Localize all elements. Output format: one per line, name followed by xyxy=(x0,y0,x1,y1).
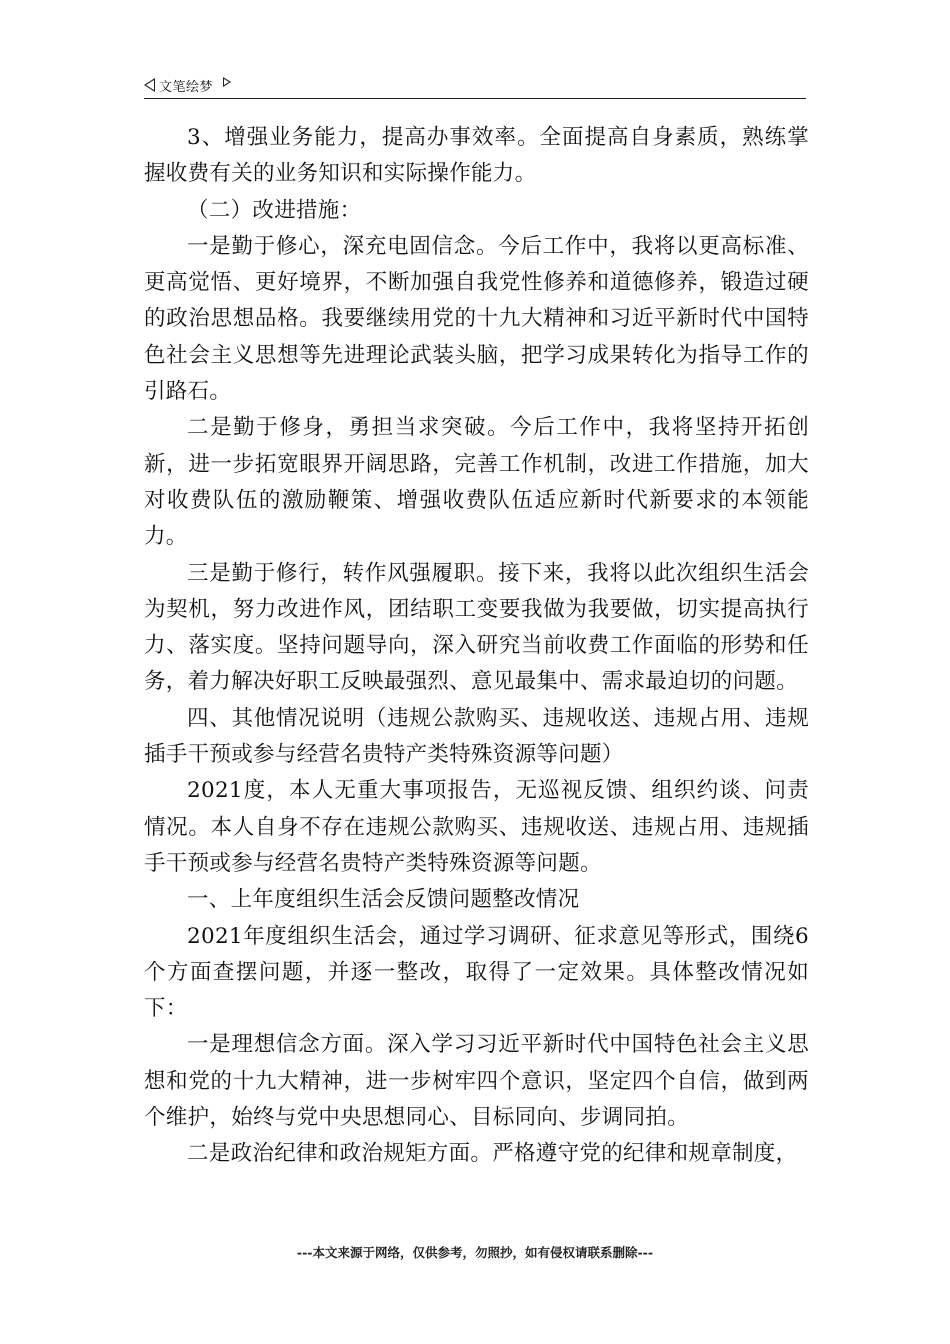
section-heading: 一、上年度组织生活会反馈问题整改情况 xyxy=(187,887,580,913)
document-body xyxy=(144,120,809,1173)
page-header xyxy=(144,74,806,99)
paragraph: 一是勤于修心，深充电固信念。今后工作中，我将以更高标准、更高觉悟、更好境界，不断加强自我党性修养和道德修养，锻造过硬的政治思想品格。我要继续用党的十九大精神和习近平新时代中国特色社会主义思想等先进理论武装头脑，把学习成果转化为指导工作的引路石。 xyxy=(144,233,809,405)
footer-disclaimer: ---本文来源于网络，仅供参考，勿照抄，如有侵权请联系删除--- xyxy=(296,1245,654,1260)
triangle-left-icon xyxy=(144,78,155,92)
paragraph: 2021度，本人无重大事项报告，无巡视反馈、组织约谈、问责情况。本人自身不存在违规公款购买、违规收送、违规占用、违规插手干预或参与经营名贵特产类特殊资源等问题。 xyxy=(144,778,809,876)
paragraph: 二是勤于修身，勇担当求突破。今后工作中，我将坚持开拓创新，进一步拓宽眼界开阔思路，完善工作机制，改进工作措施，加大对收费队伍的激励鞭策、增强收费队伍适应新时代新要求的本领能力。 xyxy=(144,415,809,550)
header-brand xyxy=(144,76,231,94)
paragraph: 2021年度组织生活会，通过学习调研、征求意见等形式，围绕6个方面查摆问题，并逐一整改，取得了一定效果。具体整改情况如下： xyxy=(144,923,809,1022)
paragraph: 一是理想信念方面。深入学习习近平新时代中国特色社会主义思想和党的十九大精神，进一步树牢四个意识，坚定四个自信，做到两个维护，始终与党中央思想同心、目标同向、步调同拍。 xyxy=(144,1032,809,1131)
paragraph: 二是政治纪律和政治规矩方面。严格遵守党的纪律和规章制度， xyxy=(187,1141,798,1167)
section-heading: 四、其他情况说明（违规公款购买、违规收送、违规占用、违规插手干预或参与经营名贵特产类特殊资源等问题） xyxy=(144,705,809,768)
section-heading: （二）改进措施： xyxy=(187,197,362,223)
paragraph: 三是勤于修行，转作风强履职。接下来，我将以此次组织生活会为契机，努力改进作风，团结职工变要我做为我要做，切实提高执行力、落实度。坚持问题导向，深入研究当前收费工作面临的形势和任务，着力解决好职工反映最强烈、意见最集中、需求最迫切的问题。 xyxy=(144,560,809,695)
header-title: 文笔绘梦 xyxy=(159,79,214,95)
paragraph: 3、增强业务能力，提高办事效率。全面提高自身素质，熟练掌握收费有关的业务知识和实际操作能力。 xyxy=(144,125,809,187)
triangle-right-icon xyxy=(223,77,231,87)
